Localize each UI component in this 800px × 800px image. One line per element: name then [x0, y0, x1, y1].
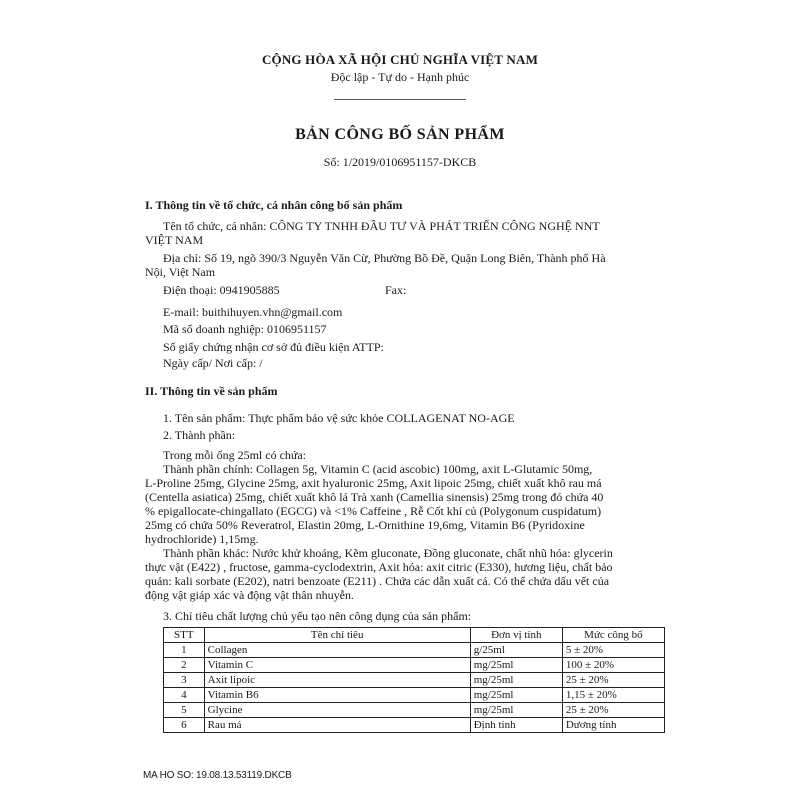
document-number: Số: 1/2019/0106951157-DKCB: [323, 155, 477, 169]
cell-value: 5 ± 20%: [562, 643, 664, 658]
food-safety-cert: Số giấy chứng nhận cơ sở đủ điều kiện ATTP:: [163, 340, 384, 354]
header-divider: [334, 99, 466, 100]
main-ingredients-line: hydrochloride) 1,15mg.: [145, 532, 259, 546]
col-header-unit: Đơn vị tính: [470, 628, 562, 643]
tax-code: Mã số doanh nghiệp: 0106951157: [163, 322, 327, 336]
address-cont: Nội, Việt Nam: [145, 265, 216, 279]
org-name: Tên tổ chức, cá nhân: CÔNG TY TNHH ĐẦU TƯ VÀ PHÁT TRIỂN CÔNG NGHỆ NNT: [163, 219, 600, 233]
other-ingredients-line: thực vật (E422) , fructose, gamma-cyclodextrin, Axit hóa: axit citric (E330), hương liệu, chất bảo: [145, 560, 613, 574]
table-row: [164, 643, 665, 658]
per-tube-note: Trong mỗi ống 25ml có chứa:: [163, 448, 307, 462]
section-2-heading: II. Thông tin về sản phẩm: [145, 384, 278, 398]
org-name-cont: VIỆT NAM: [145, 233, 204, 247]
cell-unit: mg/25ml: [470, 658, 562, 673]
cell-value: 100 ± 20%: [562, 658, 664, 673]
cell-stt: 6: [164, 718, 205, 733]
table-row: [164, 658, 665, 673]
email: E-mail: buithihuyen.vhn@gmail.com: [163, 305, 343, 319]
issue-date-place: Ngày cấp/ Nơi cấp: /: [163, 356, 263, 370]
cell-value: 1,15 ± 20%: [562, 688, 664, 703]
main-ingredients-line: 25mg có chứa 50% Reveratrol, Elastin 20mg, L-Ornithine 19,6mg, Vitamin B6 (Pyridoxine: [145, 518, 585, 532]
main-ingredients-line: L-Proline 25mg, Glycine 25mg, axit hyaluronic 25mg, Axit lipoic 25mg, chiết xuất khô rau má: [145, 476, 602, 490]
main-ingredients-line: (Centella asiatica) 25mg, chiết xuất khô lá Trà xanh (Camellia sinensis) 25mg trong đó chứa 40: [145, 490, 604, 504]
cell-unit: Định tính: [470, 718, 562, 733]
cell-unit: mg/25ml: [470, 688, 562, 703]
national-motto: Độc lập - Tự do - Hạnh phúc: [330, 70, 470, 84]
cell-value: Dương tính: [562, 718, 664, 733]
cell-stt: 2: [164, 658, 205, 673]
cell-unit: g/25ml: [470, 643, 562, 658]
main-ingredients-line: Thành phần chính: Collagen 5g, Vitamin C (acid ascobic) 100mg, axit L-Glutamic 50mg,: [163, 462, 593, 476]
cell-stt: 3: [164, 673, 205, 688]
cell-name: Axit lipoic: [204, 673, 470, 688]
cell-value: 25 ± 20%: [562, 703, 664, 718]
cell-name: Vitamin C: [204, 658, 470, 673]
cell-name: Glycine: [204, 703, 470, 718]
fax: Fax:: [385, 283, 407, 297]
col-header-name: Tên chỉ tiêu: [204, 628, 470, 643]
table-header-row: [164, 628, 665, 643]
cell-name: Rau má: [204, 718, 470, 733]
table-row: [164, 703, 665, 718]
cell-value: 25 ± 20%: [562, 673, 664, 688]
composition-label: 2. Thành phần:: [163, 428, 236, 442]
other-ingredients-line: Thành phần khác: Nước khử khoáng, Kẽm gluconate, Đồng gluconate, chất nhũ hóa: glycerin: [163, 546, 613, 560]
cell-stt: 5: [164, 703, 205, 718]
product-name: 1. Tên sản phẩm: Thực phẩm bảo vệ sức khỏe COLLAGENAT NO-AGE: [163, 411, 515, 425]
other-ingredients-line: quản: kali sorbate (E202), natri benzoate (E211) . Chứa các dẫn xuất cá. Có thể chứa dấu vết của: [145, 574, 610, 588]
section-1-heading: I. Thông tin về tổ chức, cá nhân công bố sản phẩm: [145, 198, 403, 212]
quality-heading: 3. Chỉ tiêu chất lượng chủ yếu tạo nên công dụng của sản phẩm:: [163, 609, 472, 623]
cell-stt: 4: [164, 688, 205, 703]
address: Địa chỉ: Số 19, ngõ 390/3 Nguyễn Văn Cừ, Phường Bồ Đề, Quận Long Biên, Thành phố Hà: [163, 251, 606, 265]
col-header-stt: STT: [164, 628, 205, 643]
cell-stt: 1: [164, 643, 205, 658]
document-title: BẢN CÔNG BỐ SẢN PHẨM: [295, 126, 505, 143]
cell-name: Collagen: [204, 643, 470, 658]
main-ingredients-line: % epigallocate-chingallato (EGCG) và <1% Caffeine , Rễ Cốt khí củ (Polygonum cuspidatum): [145, 504, 602, 518]
cell-name: Vitamin B6: [204, 688, 470, 703]
phone: Điện thoại: 0941905885: [163, 283, 280, 297]
cell-unit: mg/25ml: [470, 673, 562, 688]
col-header-value: Mức công bố: [562, 628, 664, 643]
table-row: [164, 718, 665, 733]
other-ingredients-line: động vật giáp xác và động vật thân nhuyễn.: [145, 588, 354, 602]
quality-table: [163, 627, 665, 733]
table-row: [164, 673, 665, 688]
table-row: [164, 688, 665, 703]
cell-unit: mg/25ml: [470, 703, 562, 718]
country-header: CỘNG HÒA XÃ HỘI CHỦ NGHĨA VIỆT NAM: [261, 52, 539, 67]
file-code: MA HO SO: 19.08.13.53119.DKCB: [143, 770, 292, 781]
